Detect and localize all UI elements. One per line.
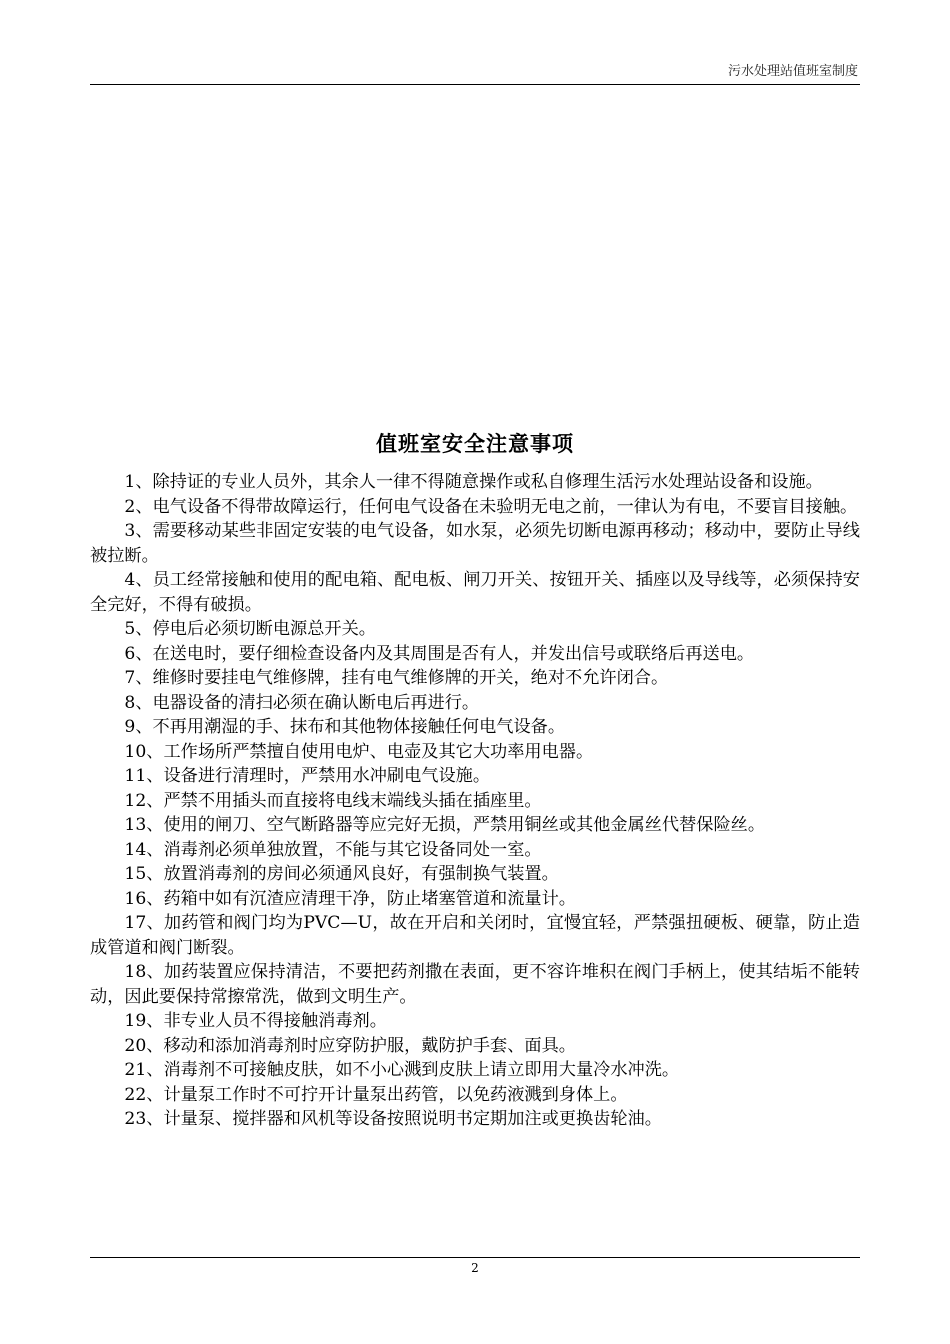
list-item: 11、设备进行清理时，严禁用水冲刷电气设施。: [124, 766, 491, 786]
list-item: 8、电器设备的清扫必须在确认断电后再进行。: [124, 692, 480, 713]
footer-divider: [90, 1257, 860, 1258]
list-item: 20、移动和添加消毒剂时应穿防护服，戴防护手套、面具。: [124, 1035, 576, 1056]
list-item: 18、加药装置应保持清洁，不要把药剂撒在表面，更不容许堆积在阀门手柄上，使其结垢不能转动，因此要保持常擦常洗，做到文明生产。: [90, 962, 860, 1007]
list-item: 10、工作场所严禁擅自使用电炉、电壶及其它大功率用电器。: [124, 741, 594, 762]
list-item: 23、计量泵、搅拌器和风机等设备按照说明书定期加注或更换齿轮油。: [124, 1109, 662, 1129]
list-item: 12、严禁不用插头而直接将电线末端线头插在插座里。: [124, 790, 542, 811]
list-item: 5、停电后必须切断电源总开关。: [124, 619, 376, 639]
list-item: 13、使用的闸刀、空气断路器等应完好无损，严禁用铜丝或其他金属丝代替保险丝。: [124, 815, 766, 835]
list-item: 14、消毒剂必须单独放置，不能与其它设备同处一室。: [124, 839, 542, 860]
list-item: 22、计量泵工作时不可拧开计量泵出药管，以免药液溅到身体上。: [124, 1084, 628, 1105]
header-divider: [90, 84, 860, 85]
list-item: 4、员工经常接触和使用的配电箱、配电板、闸刀开关、按钮开关、插座以及导线等，必须保持安全完好，不得有破损。: [90, 570, 860, 615]
running-header: 污水处理站值班室制度: [727, 64, 858, 79]
document-title: 值班室安全注意事项: [376, 432, 574, 456]
list-item: 3、需要移动某些非固定安装的电气设备，如水泵，必须先切断电源再移动；移动中，要防止导线被拉断。: [90, 521, 860, 566]
list-item: 7、维修时要挂电气维修牌，挂有电气维修牌的开关，绝对不允许闭合。: [124, 668, 669, 688]
list-item: 1、除持证的专业人员外，其余人一律不得随意操作或私自修理生活污水处理站设备和设施。: [124, 472, 823, 492]
list-item: 16、药箱中如有沉渣应清理干净，防止堵塞管道和流量计。: [124, 888, 576, 909]
list-item: 19、非专业人员不得接触消毒剂。: [124, 1011, 387, 1031]
list-item: 17、加药管和阀门均为PVC—U，故在开启和关闭时，宜慢宜轻，严禁强扭硬板、硬靠，防止造成管道和阀门断裂。: [90, 913, 860, 958]
document-body: [90, 470, 860, 1132]
list-item: 9、不再用潮湿的手、抹布和其他物体接触任何电气设备。: [124, 717, 566, 737]
list-item: 21、消毒剂不可接触皮肤，如不小心溅到皮肤上请立即用大量冷水冲洗。: [124, 1060, 680, 1080]
list-item: 2、电气设备不得带故障运行，任何电气设备在未验明无电之前，一律认为有电，不要盲目接触。: [124, 496, 858, 517]
list-item: 15、放置消毒剂的房间必须通风良好，有强制换气装置。: [124, 864, 559, 884]
page-number: 2: [471, 1261, 479, 1275]
list-item: 6、在送电时，要仔细检查设备内及其周围是否有人，并发出信号或联络后再送电。: [124, 643, 755, 664]
